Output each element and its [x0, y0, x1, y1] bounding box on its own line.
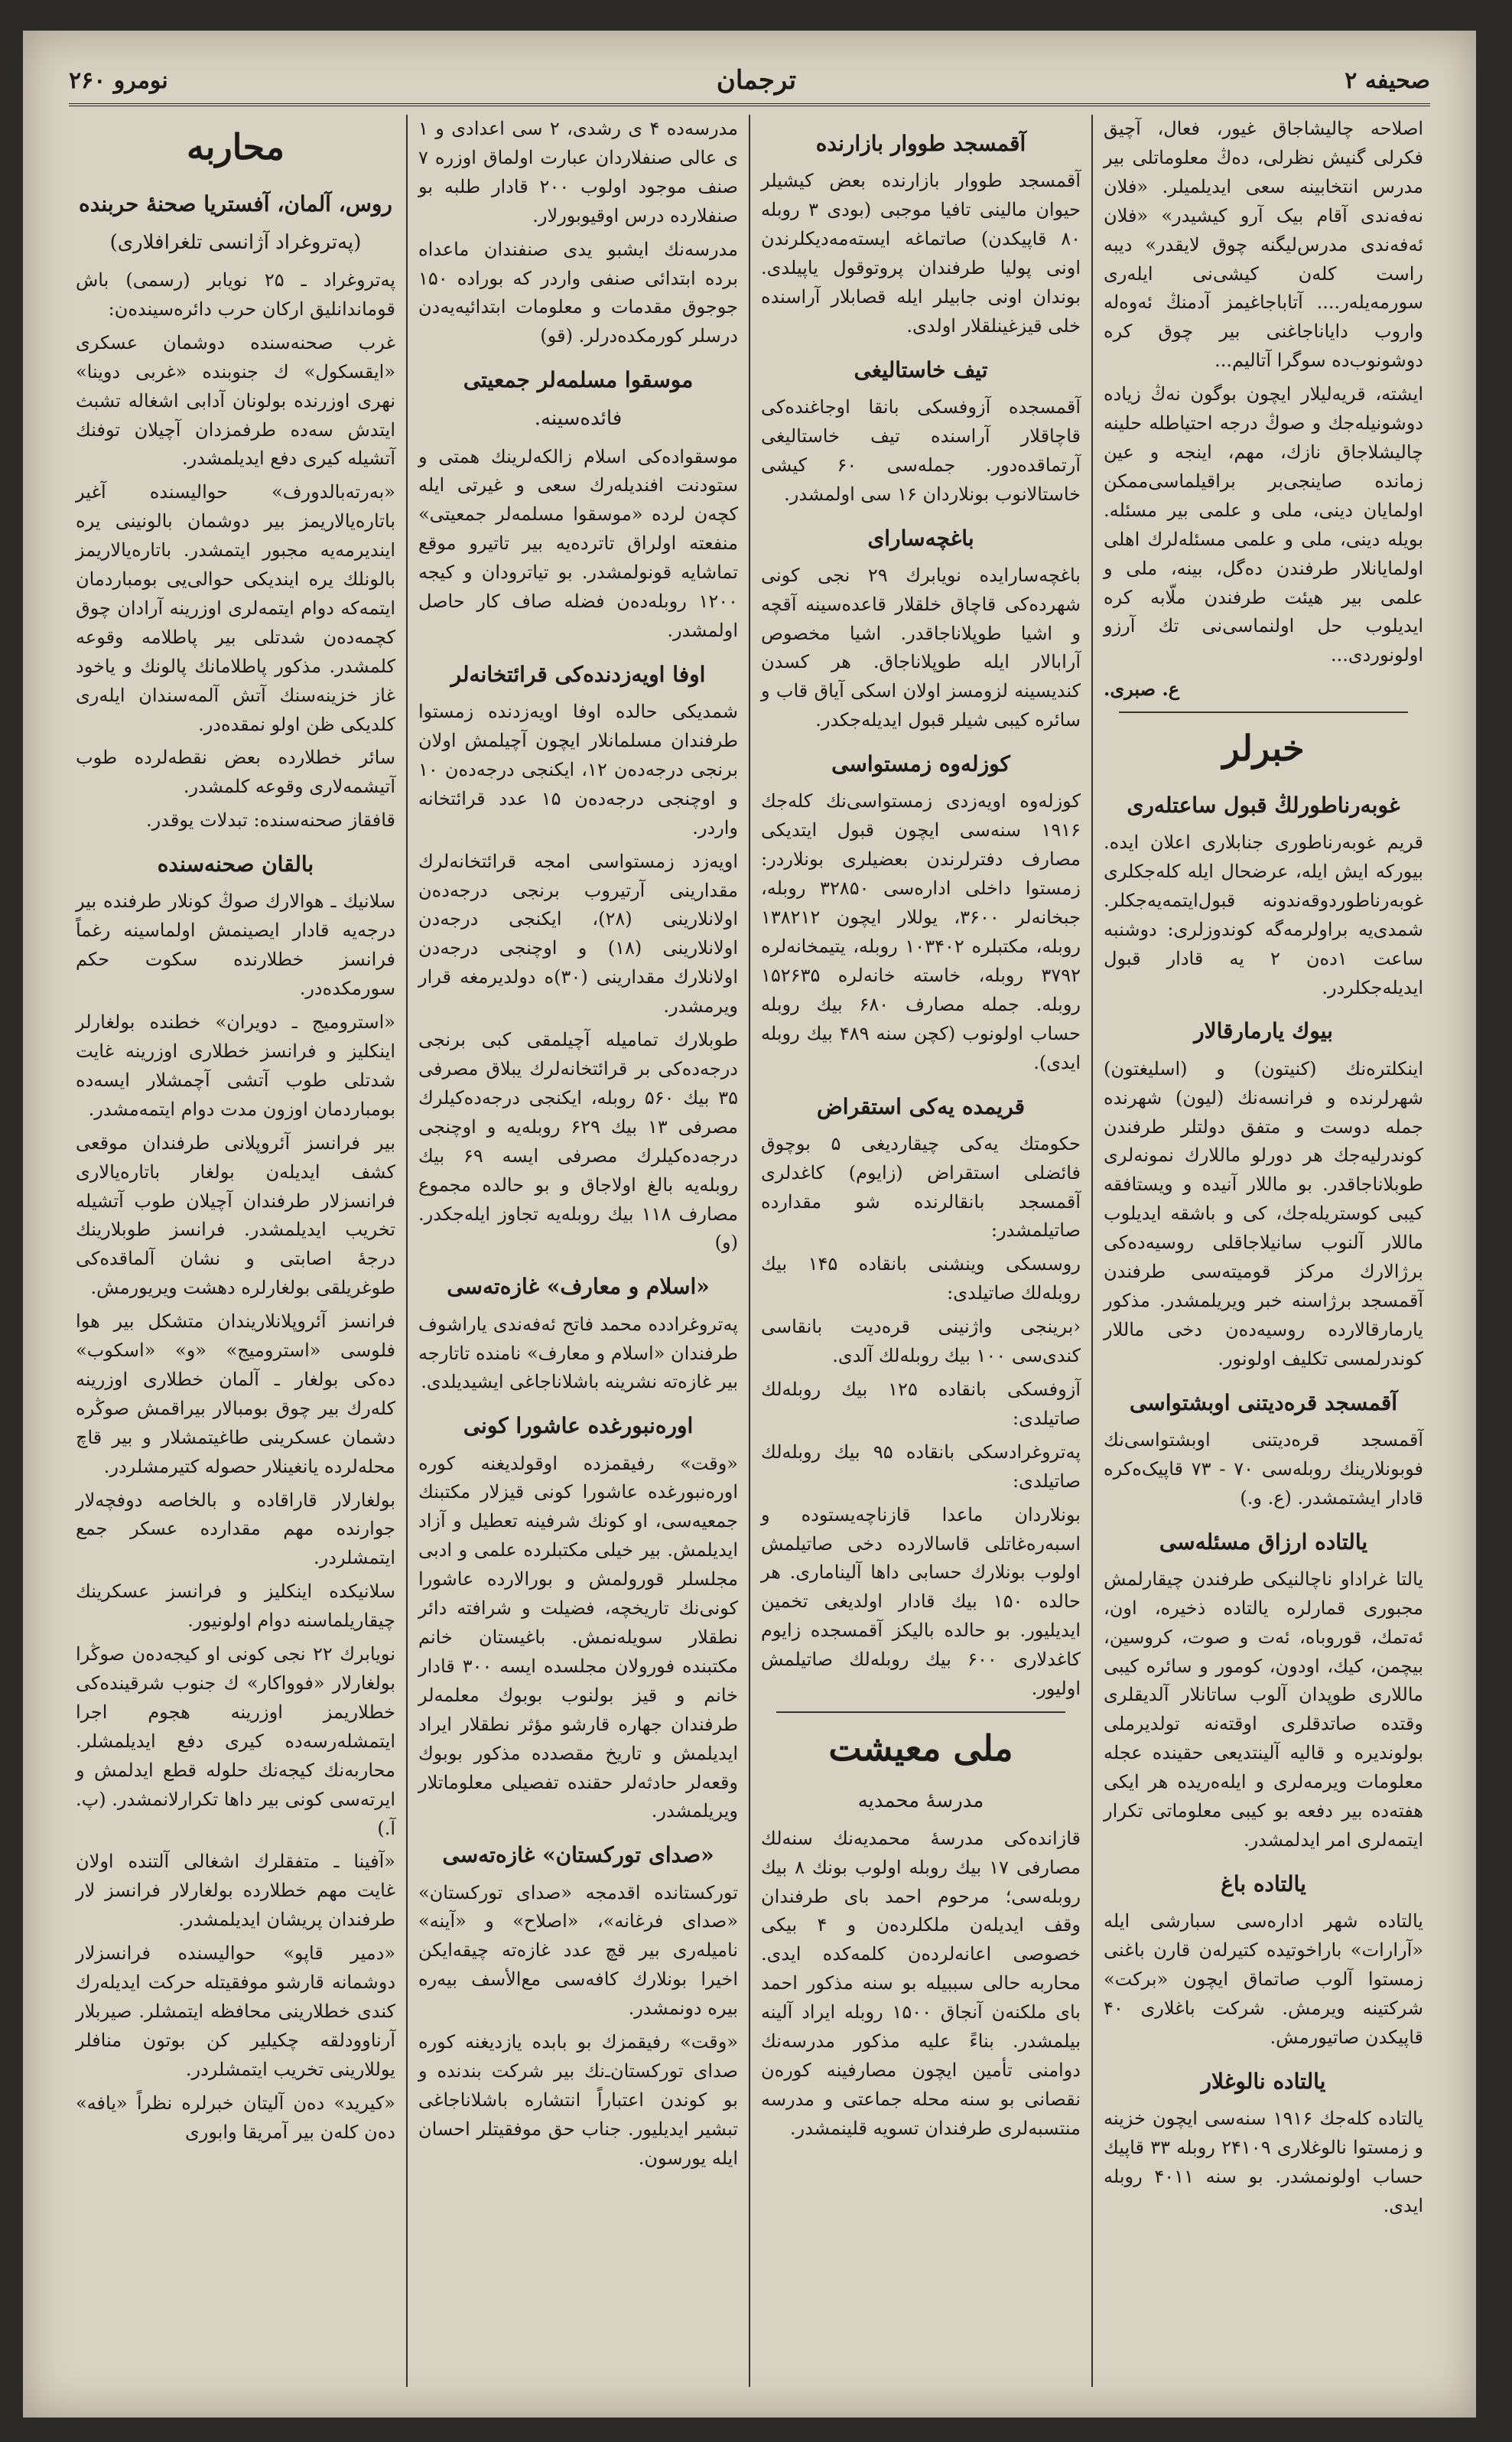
- headline: بیوك یارمارقالار: [1194, 1018, 1333, 1044]
- columns: [65, 115, 1434, 2387]
- newspaper-page: [23, 31, 1476, 2418]
- paragraph: باغچه‌سارایده نویابرك ۲۹ نجی کونی شهرده‌کی قاچاق خلقلار قاعده‌سینه آقچه و اشیا طوپلاناجاقدر. اشیا مخصوص آرابالار ایله طوپلاناجاق. هر کسدن کندیسینه لزومسز اولان اسکی آیاق قاب و سائره کیبی شیلر قبول ایدیله‌جکدر.: [761, 564, 1081, 731]
- paragraph: نویابرك ۲۲ نجی کونی او کیجه‌ده‌ن صوڭرا بولغارلار «فوواکار» ك جنوب شرقینده‌کی خطلاریمز اوزرینه هجوم اجرا ایتمشلەرسه‌ده کیری دفع ایدیلمشلر. محاربه‌نك کیجه‌نك حلوله قطع ایدلمش و ایرته‌سی کونی بیر داها تکرارلانمشدر. (پ. آ.): [76, 1643, 395, 1839]
- paragraph: «آفینا ـ متفقلرك اشغالی آلتنده اولان غایت مهم خطلارده بولغارلار فرانسز لار طرفندان پریشان ایدیلمشدر.: [76, 1851, 395, 1931]
- headline: قریمده یه‌کی استقراض: [816, 1093, 1026, 1119]
- paragraph: حکومتك یه‌کی چیقاردیغی ۵ بوچوق فائضلی استقراض (زایوم) کاغدلری آقمسجد بانقالرنده شو مقدارده صاتیلمشدر:: [761, 1132, 1081, 1242]
- paragraph: کوزلەوه اویەزدی زمستواسی‌نك کله‌جك ۱۹۱۶ سنه‌سی ایچون قبول ایتدیکی مصارف دفترلرندن بعضیلری بونلاردر: زمستوا داخلی اداره‌سی ۳۲۸۵۰ روبله، جبخانه‌لر ۳۶۰۰، یوللار ایچون ۱۳۸۲۱۲ روبله، مکتبلره ۱۰۳۴۰۲ روبله، یتیمخانه‌لره ۳۷۹۲ روبله، خاسته خانه‌لره ۱۵۲۶۳۵ روبله. جمله مصارف ۶۸۰ بیك روبله حساب اولونوب (کچن سنه ۴۸۹ بیك روبله ایدی).: [761, 790, 1081, 1073]
- paragraph: تورکستانده اقدمجه «صدای تورکستان» «صدای فرغانه»، «اصلاح» و «آینه» نامیله‌ری بیر قچ عدد غازه‌ته چیقه‌ایکن اخیرا بونلارك کافه‌سی مع‌الأسف بیه‌ره بیره دونمشدر.: [418, 1881, 738, 2020]
- page-number: صحيفه ۲: [1345, 67, 1430, 94]
- headline: تیف خاستالیغی: [854, 357, 988, 383]
- section-title: محاربه: [186, 126, 285, 168]
- paragraph: سلانیكده اینکلیز و فرانسز عسکرینك چیقاریلماسنه دوام اولونیور.: [76, 1581, 395, 1632]
- paragraph: طوبلارك تمامیله آچیلمقی کبی برنجی درجه‌ده‌کی بر قرائتخانه‌لرك یبلاق مصرفی ۳۵ بیك ۵۶۰ روبله، ایکنجی درجه‌ده‌کیلرك مصرفی ۱۳ بیك ۶۲۹ روبله‌یه و اوچنجی درجه‌ده‌کیلرك مصرفی ایسه ۶۹ بیك روبله‌یه بالغ اولاجاق و بو حالده مجموع مصارف ۱۱۸ بیك روبله‌یه تجاوز ایله‌جکدر. (و): [418, 1029, 739, 1254]
- paragraph: ‹برینجی واژنینی قره‌دیت بانقاسی کندی‌سی ۱۰۰ بیك روبله‌لك آلدی.: [761, 1316, 1081, 1367]
- paragraph: سلانیك ـ هوالارك صوڭ کونلار طرفنده بیر درجه‌یه قادار ایصینمش اولماسینه رغماً فرانسز خطلارنده سکوت حکم سورمکده‌در.: [76, 891, 395, 1000]
- paragraph: آزوفسکی بانقاده ۱۲۵ بیك روبله‌لك صاتیلدی:: [761, 1378, 1081, 1429]
- divider: [776, 1711, 1065, 1713]
- headline: موسقوا مسلمه‌لر جمعیتی: [463, 367, 694, 393]
- headline: بالقان صحنه‌سنده: [157, 851, 314, 877]
- paragraph: آقمسجد طووار بازارنده بعض کیشیلر حیوان مالینی تافیا موجبی (بودی ۳ روبله ۸۰ قاپیکدن) صاتماغه ایسته‌مەدیکلرندن اونی پولیا طرفندان پروتوقول یاپیلدی. بوندان اونی جابیلر ایله قصابلار آراسنده خلی قیزغینلقلار اولدی.: [761, 170, 1081, 337]
- paragraph: ایشته، قریه‌لیلار ایچون بوگون نەڭ زیاده دوشونیله‌جك و صوڭ درجه احتیاطله حلینه چالیشلاجاق نازك، مهم، اینجه و عین زمانده صاینجی‌بر براقیلماسی‌ممکن اولمایان دینی، ملی و علمی بیر مسئله. بویله دینی، ملی و علمی مسئله‌لرك اهلی اولمایانلار طرفندن ده‌گل، بینه، ملی و علمی بیر هیئت طرفندن ملّابه کره ایدیلوب حل اولنماسی‌نى تك آرزو اولونوردی...: [1104, 383, 1423, 666]
- headline: روس، آلمان، آفستریا صحنهٔ حربنده: [79, 190, 392, 217]
- paragraph: بولغارلار قاراقاده و بالخاصه دوفچه‌لار جوارنده مهم مقدارده عسکر جمع ایتمشلردر.: [76, 1489, 395, 1569]
- paragraph: بونلاردان ماعدا قازناچەیستوده و اسبه‌ره‌غاتلی قاسالارده دخی صاتیلمش اولوب بونلارك حسابی داها آلیناماری. هر حالده ۱۵۰ بیك قادار اولدیغی تخمین ایدیلیور. بو حالده بالیکز آقمسجده زایوم کاغدلاری ۶۰۰ بیك روبله‌لك صاتیلمش اولیور.: [761, 1503, 1081, 1700]
- headline: آقمسجد قره‌دیتنی اوبشتواسی: [1129, 1389, 1398, 1415]
- paragraph: یالتاده کله‌جك ۱۹۱۶ سنه‌سی ایچون خزینه و زمستوا نالوغلاری ۲۴۱۰۹ روبله ۳۳ قاپیك حساب اولونمشدر. بو سنه ۴۰۱۱ روبله ایدی.: [1104, 2107, 1424, 2216]
- headline: یالتاده باغ: [1221, 1871, 1306, 1897]
- paragraph: «دمیر قاپو» حوالیسنده فرانسزلار دوشمانه قارشو موفقیتله حرکت ایدیلەرك کندی خطلارینی محافظه ایتمشلر. صیربلار آرناوودلقه چکیلیر کن بوتون منافلر یوللارینی تخریب ایتمشلردر.: [76, 1942, 395, 2080]
- headline: «صدای تورکستان» غازه‌ته‌سی: [442, 1842, 714, 1868]
- column-2: [749, 115, 1091, 2387]
- headline: یالتاده ارزاق مسئله‌سی: [1159, 1529, 1368, 1555]
- paragraph: آقمسجده آزوفسکی بانقا اوجاغنده‌کی قاچاقلار آراسنده تیف خاستالیغی آرتماقده‌دور. جمله‌سی ۶۰ کیشی خاستالانوب بونلاردان ۱۶ سی اولمشدر.: [761, 396, 1081, 505]
- paragraph: په‌تروغرادسکی بانقاده ۹۵ بیك روبله‌لك صاتیلدی:: [761, 1441, 1081, 1492]
- headline: غوبەرناطورلڭ قبول ساعتلەری: [1127, 792, 1400, 818]
- paragraph: «کیرید» ده‌ن آلیتان خبرلره نظراً «یافه» ده‌ن کلەن بیر آمریقا وابوری: [76, 2092, 395, 2143]
- paragraph: آقمسجد قره‌دیتنی اوبشتواسی‌نك فوبونلارینك روبله‌سی ۷۰ - ۷۳ قاپیک‌ه‌کره قادار ایشتمشدر. (ع. و.): [1104, 1428, 1424, 1509]
- paragraph: موسقواده‌کی اسلام زالکه‌لرینك همتی و ستودنت افندیلەرك سعی و غیرتی ایله کچەن لرده «موسقوا مسلمه‌لر جمعیتی» منفعته اولراق تاترده‌یه بیر تاتیرو موقع تماشایه قونولمشدر. بو تیاترودان و کیجه ۱۲۰۰ روبله‌ده‌ن فضله صاف کار حاصل اولمشدر.: [418, 445, 738, 641]
- section-title: ملی معیشت: [828, 1727, 1013, 1769]
- running-head: [69, 57, 1430, 106]
- paragraph: شمدیکی حالده اوفا اویەزدنده زمستوا طرفندان مسلمانلار ایچون آچیلمش اولان برنجی درجه‌ده‌ن ۱۲، ایکنجی درجه‌ده‌ن ۱۰ و اوچنجی درجه‌ده‌ن ۱۵ عدد قرائتخانه واردر.: [418, 701, 738, 838]
- paragraph: روسسکی وینشنی بانقاده ۱۴۵ بیك روبله‌لك صاتیلدی:: [761, 1253, 1081, 1304]
- paragraph: بیر فرانسز آئروپلانی طرفندان موقعی کشف ایدیلەن بولغار باتاره‌یالاری فرانسزلار طرفندان آچیلان طوب آتشیله تخریب ایدیلمشدر. فرانسز طوبلارینك درجهٔ اصابتی و نشان آلماقده‌کی طوغریلقی بولغارلره دهشت ویریورمش.: [76, 1131, 395, 1299]
- subheadline: مدرسهٔ محمدیه: [857, 1789, 984, 1812]
- paragraph: اصلاحه چالیشاجاق غیور، فعال، آچیق فکرلی گنیش نظرلی، دەڭ معلوماتلی بیر مدرس انتخابینه سعی ایدیلمیلر. «فلان نەفەندی آقام بیک آرو کیشیدر» «فلان ئەفەندی مدرس‌لیگنه چوق لایقدر» دیبه راست کلەن کیشی‌نی ایلەری سورمەیلەر.... آتاباجاغیمز آدمنڭ ئەوەلە واروب دایانا‌جاغنی بیر چوق کره دوشونوب‌ده سوگرا آتالیم...: [1104, 118, 1423, 372]
- paragraph: «بەرته‌بالدورف» حوالیسنده آغیر باتاره‌یالاریمز بیر دوشمان بالونینی یره ایندیرمه‌یه مجبور ایتمشدر. باتاره‌یالاریمز بالونلك یره ایندیکی حوالی‌یی بومباردمان ایتمه‌که دوام ایتمه‌لری اوزرینه آرادان چوق کچمه‌دەن شدتلی بیر پاطلامه وقوعه کلمشدر. مذکور پاطلامانك پالونك و یاخود غاز خزینه‌سنك آتش آلمه‌سندان ایلەری کلدیکی ظن اولو نمقده‌در.: [76, 481, 395, 735]
- paragraph: سائر خطلارده بعض نقطه‌لرده طوب آتیشمه‌لاری وقوعه کلمشدر.: [76, 747, 395, 798]
- paragraph: مدرسه‌ده ۴ ی رشدی، ۲ سی اعدادی و ۱ ی عالی صنفلاردان عبارت اولماق اوزره ۷ صنف موجود اولوب ۲۰۰ قادار طلبه بو صنفلارده درس اوقیوبورلار.: [418, 118, 738, 226]
- headline: اوفا اویه‌زدنده‌کی قرائتخانه‌لر: [450, 661, 706, 687]
- paragraph: یالتا غراداو ناچالنیکی طرفندن چیقارلمش مجبوری قمارلره یالتاده ذخیره، اون، ئەتمك، قوروباه، ئەت و صوت، کروسین، بیچمن، کیك، اودون، کومور و سائره کیبی ماللاری طوپدان آلوب ساتانلار آلدیقلری وقتده صاتدقلری اوقته‌نه تولدیرملی بولوندیره و قالیه آلینتدیعی حقینده عجله معلومات ویرمه‌لری و ایله‌ه‌ریده هر ایکی هفته‌ده بیر دفعه بو کیبی معلوماتی تکرار ایتمه‌لری امر ایدلمشدر.: [1104, 1568, 1423, 1851]
- paragraph: په‌تروغراد ـ ۲۵ نویابر (رسمی) باش قوماندانلیق ارکان حرب دائره‌سیندەن:: [76, 269, 395, 320]
- column-1: [1091, 115, 1434, 2387]
- paragraph: «وقت» رفیقمزك بو بابده یازدیغنه کوره صدای تورکستان‌ـ‌نك بیر شرکت بندنده و بو کوندن اعتباراً انتشاره باشلاناجاغی تبشیر ایدیلیور. جناب حق موفقیتلر احسان ایله یورسون.: [418, 2031, 738, 2169]
- section-title: خبرلر: [1222, 728, 1305, 770]
- paragraph: غرب صحنه‌سنده دوشمان عسکری «ایقسکول» ك جنوبنده «غربی دوینا» نهری اوزرنده بولونان آدابی اشغاله تشبث ایتدش سه‌ده طرفمزدان آچیلان توفنك آتشیله کیری دفع ایدیلمشدر.: [76, 331, 395, 470]
- paragraph: یالتاده شهر اداره‌سی سبارشی ایله «آرارات» باراخوتیده کتیرلەن قارن باغنی زمستوا آلوب صاتماق ایچون «برکت» شرکتینه ویرمش. شرکت باغلاری ۴۰ قاپیکدن صاتیورمش.: [1104, 1910, 1423, 2048]
- paragraph: «وقت» رفیقمزده اوقولدیغنه کوره اوره‌نبورغده عاشورا کونی قیزلار مکتبنك جمعیه‌سی، او کونك شرفینه تعطیل و آزاد ایدیلمش. بیر خیلی مکتبلرده علمی و ادبی مجلسلر قورولمش و بورالارده عاشورا کونی‌نك تاریخچه، فضیلت و شرافته دائر نطقلار سویله‌نمش. باغیستان خانم مکتبنده فورولان مجلسده ایسه ۳۰۰ قادار خانم و قیز بولنوب بوبوك معلمه‌لر طرفندان جهاره قارشو مؤثر نطقلار ایراد ایدیلمش و تاریخ مقصدده مذکور بوبوك وقعه‌لر حادثه‌لر حقنده تفصیلی معلوماتلار ویریلمشدر.: [418, 1452, 739, 1822]
- paragraph: مدرسه‌نك ایشبو یدی صنفندان ماعداه برده ابتدائی صنفی واردر که بوراده ۱۵۰ جوجوق مقدمات و معلومات ابتدائیه‌یه‌دن درسلر کورمکده‌درلر. (قو): [418, 238, 738, 347]
- paragraph: قازانده‌کی مدرسهٔ محمدیه‌نك سنه‌لك مصارفی ۱۷ بیك روبله اولوب بونك ۸ بیك روبله‌سی؛ مرحوم احمد بای طرفندان وقف ایدیلەن ملکلرده‌ن و ۴ بیکی خصوصی اعانه‌لرده‌ن کلمەکده ایدی. محاربه حالی سببیله بو سنه مذکور احمد بای ملکنه‌ن آنجاق ۱۵۰۰ روبله ایراد آلینه بیلمشدر. بناءً علیه مذکور مدرسه‌نك دوامنی تأمین ایچون مصارفینه کوره‌ن نقصانی بو سنه محله جماعتی و مدرسه منتسبه‌لری طرفندان تسویه قلینمشدر.: [761, 1827, 1081, 2139]
- subheadline: (په‌تروغراد آژانسی تلغرافلاری): [109, 230, 362, 254]
- paragraph: اینکلتره‌نك (کنیتون) و (اسلیغتون) شهرلرنده و فرانسه‌نك (لیون) شهرنده جمله دوست و متفق دولتلر طرفندن کوندرلیه‌جك هر دورلو ماللارك نمونه‌لری طوبلاناجاقدر. بو ماللار آنیده و ویستافقه کیبی کوستریلەجك، کی و باشقه ایدیلوب ماللار آلنوب سانیلاجاقلی روسیه‌ده‌کی برژالارك مرکز قومیته‌سی طرفندن آقمسجد برژاسنه خبر ویریلمشدر. مذکور یارمارقالارده روسیه‌ده‌ن دخی ماللار کوندرلمسی تکلیف اولونور.: [1104, 1057, 1423, 1369]
- paragraph: په‌تروغرادده محمد فاتح ئەفەندی یاراشوف طرفندان «اسلام و معارف» نامنده تاتارجه بیر غازه‌ته نشرینه باشلاناجاغی ایشیدیلدی.: [418, 1313, 738, 1393]
- paragraph: اویه‌زد زمستواسی امجه قرائتخانه‌لرك مقدارینی آرتیروب برنجی درجه‌ده‌ن اولانلارینی (۲۸)، ایکنجی درجه‌دن اولانلارینی (۱۸) و اوچنجی درجه‌دن اولانلارك مقدارینی (۳۰)ه دولدیرمغه قرار ویرمشدر.: [418, 850, 739, 1018]
- divider: [1119, 711, 1408, 713]
- headline: آقمسجد طووار بازارنده: [815, 131, 1026, 156]
- signature: ع. صبری.: [1104, 678, 1180, 701]
- issue-number: نومرو ۲۶۰: [69, 67, 168, 94]
- column-4: [65, 115, 406, 2387]
- headline: باغچه‌سارای: [867, 525, 974, 551]
- headline: «اسلام و معارف» غازه‌ته‌سی: [447, 1274, 710, 1300]
- paragraph: «استرومیج ـ دویران» خطنده بولغارلر اینکلیز و فرانسز خطلاری اوزرینه غایت شدتلی طوب آتشی آچمشلار ایسه‌ده بومباردمان اوزون مدت دوام ایتمه‌مشدر.: [76, 1011, 395, 1120]
- paragraph: قریم غوبه‌رناطوری جنابلاری اعلان ایده. بیورکه ایش ایله، عرضحال ایله کله‌جکلری غوبه‌رناطوردوقه‌ندونه قبول‌ایتمه‌یه‌جکلر. شمدی‌یه براولرمه‌گه کوندوزلری: دوشنبه ساعت ۱دەن ۲ یه قادار قبول ایدیله‌جکلردر.: [1104, 832, 1424, 998]
- headline: یالتاده نالوغلار: [1201, 2068, 1326, 2094]
- headline: اوره‌نبورغده عاشورا کونی: [463, 1413, 694, 1439]
- paragraph: فرانسز آئروپلانلاریندان متشکل بیر هوا فلوسی «استرومیج» «و» «اسکوب» ده‌کی بولغار ـ آلمان خطلاری اوزرینه کلەرك بیر چوق بومبالار بیراقمش صوڭره دشمان عسکرینی طاغیتمشلار و بیر قاچ محله‌لرده یانغینلار حصوله کتیرمشلردر.: [76, 1311, 395, 1477]
- paragraph: قافقاز صحنه‌سنده: تبدلات یوقدر.: [146, 809, 395, 832]
- headline: کوزلەوه زمستواسی: [831, 751, 1010, 777]
- masthead-title: ترجمان: [716, 65, 797, 96]
- subheadline: فائده‌سینه.: [534, 407, 623, 431]
- column-3: [406, 115, 749, 2387]
